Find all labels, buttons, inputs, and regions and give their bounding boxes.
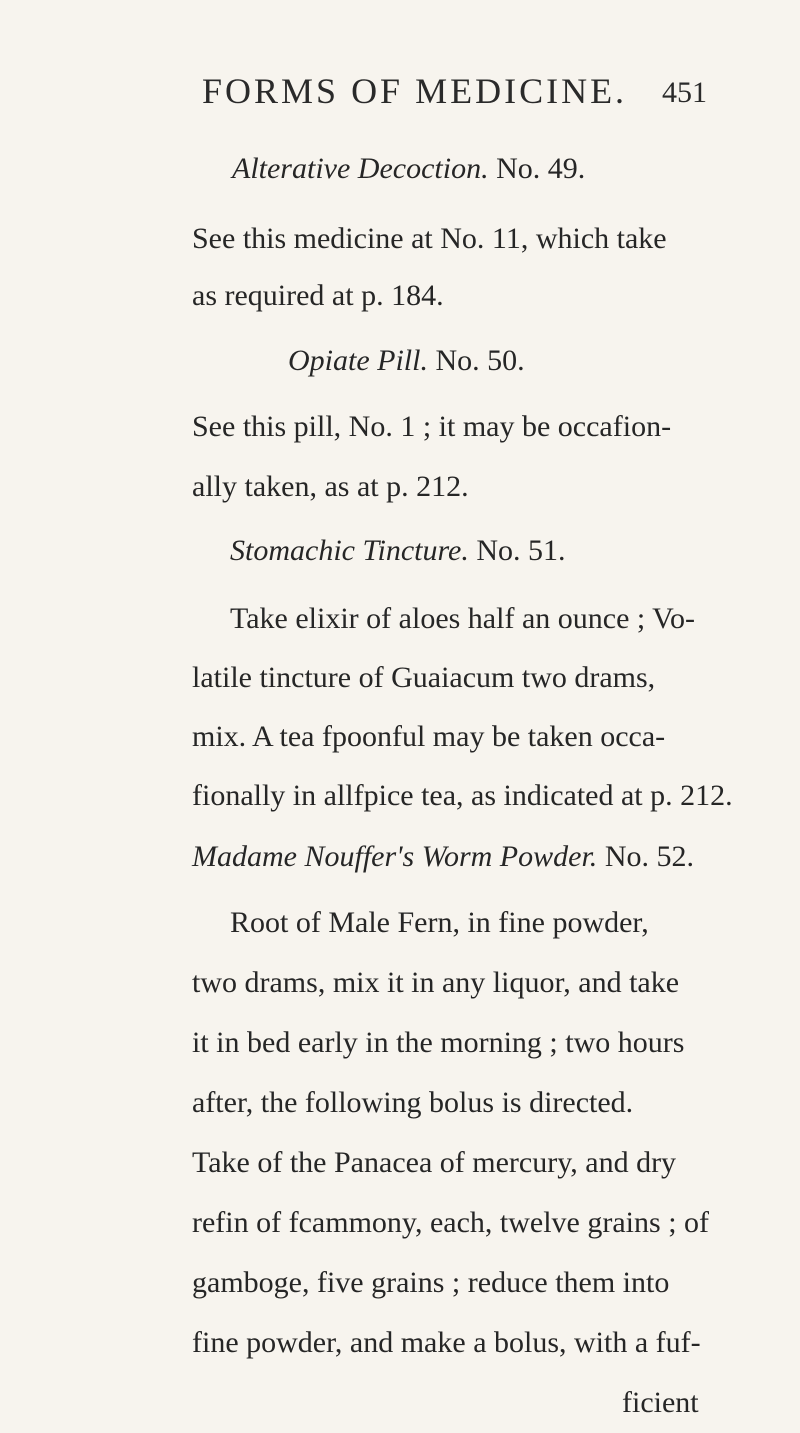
body-line: Take elixir of aloes half an ounce ; Vo-	[230, 602, 695, 635]
body-line: refin of fcammony, each, twelve grains ; of	[192, 1206, 710, 1239]
section-heading-title: Madame Nouffer's Worm Powder.	[192, 840, 598, 873]
section-heading	[192, 837, 694, 877]
section-heading	[288, 341, 525, 381]
body-line: mix. A tea fpoonful may be taken occa-	[192, 720, 666, 753]
section-heading-number: No. 49.	[496, 152, 586, 185]
section-heading-number: No. 52.	[604, 840, 694, 873]
section-heading-title: Alterative Decoction.	[232, 152, 489, 185]
running-head-title: FORMS OF MEDICINE.	[202, 71, 628, 111]
body-line: See this pill, No. 1 ; it may be occafion-	[192, 410, 672, 443]
body-line: two drams, mix it in any liquor, and take	[192, 966, 680, 999]
body-line: after, the following bolus is directed.	[192, 1086, 634, 1119]
body-line: Root of Male Fern, in fine powder,	[230, 906, 649, 939]
section-heading	[230, 531, 566, 571]
body-line: as required at p. 184.	[192, 279, 444, 312]
page-number: 451	[662, 76, 707, 109]
body-line: it in bed early in the morning ; two hours	[192, 1026, 685, 1059]
body-line: fine powder, and make a bolus, with a fuf-	[192, 1326, 701, 1359]
section-heading-number: No. 50.	[435, 344, 525, 377]
body-line: latile tincture of Guaiacum two drams,	[192, 661, 656, 694]
body-line: ally taken, as at p. 212.	[192, 470, 469, 503]
catchword: ficient	[622, 1386, 699, 1419]
body-line: Take of the Panacea of mercury, and dry	[192, 1146, 677, 1179]
body-line: See this medicine at No. 11, which take	[192, 222, 667, 255]
section-heading-number: No. 51.	[476, 534, 566, 567]
section-heading-title: Opiate Pill.	[288, 344, 428, 377]
running-head	[0, 70, 800, 120]
body-line: gamboge, five grains ; reduce them into	[192, 1266, 670, 1299]
section-heading	[232, 149, 585, 189]
body-line: fionally in allfpice tea, as indicated at p. 212.	[192, 779, 733, 812]
section-heading-title: Stomachic Tincture.	[230, 534, 469, 567]
